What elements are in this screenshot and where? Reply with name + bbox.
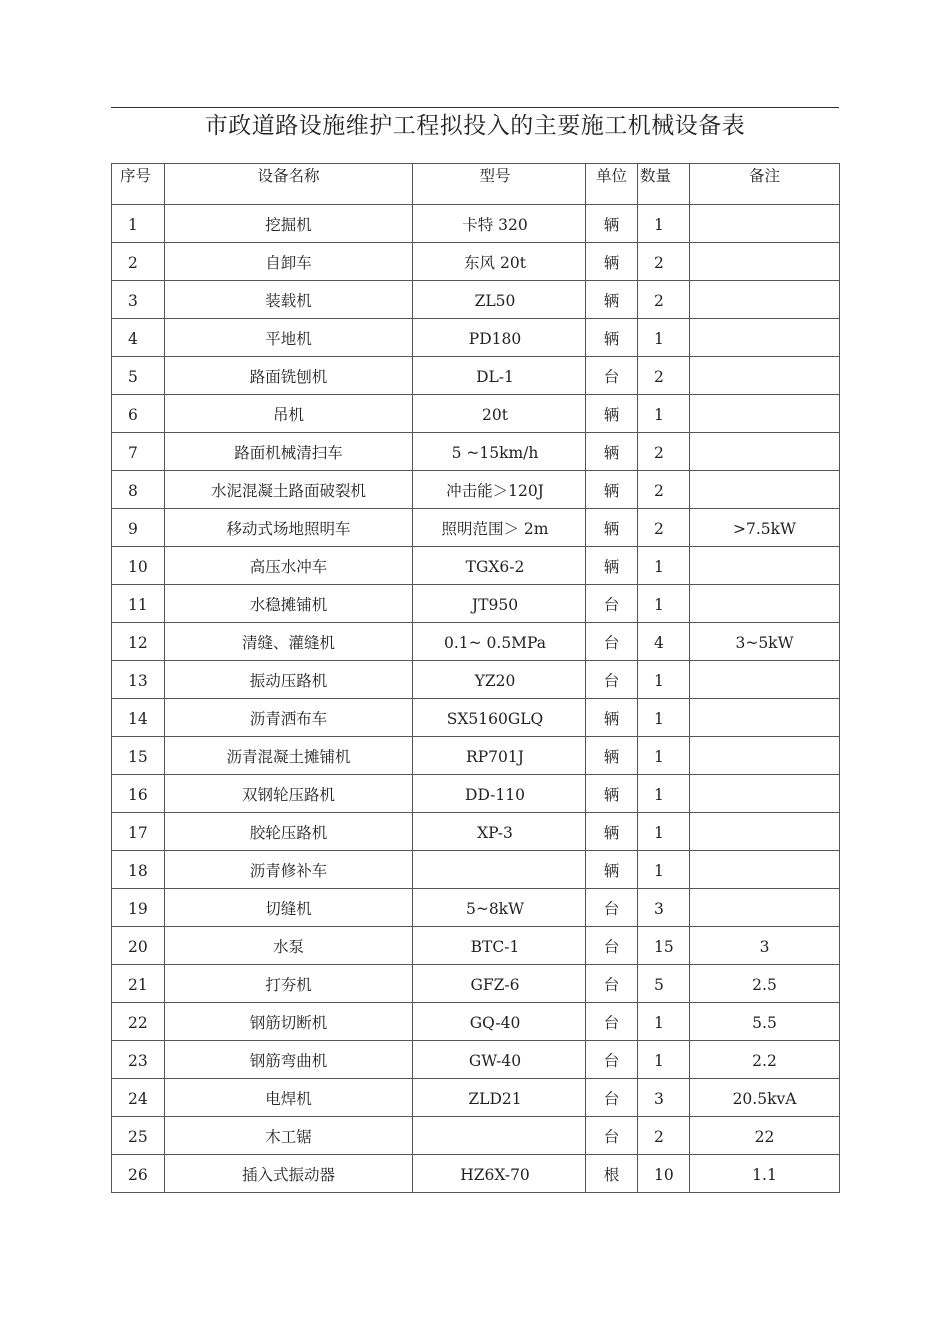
cell-name: 沥青洒布车 — [165, 699, 413, 737]
cell-note: 2.2 — [690, 1041, 840, 1079]
cell-note: 3~5kW — [690, 623, 840, 661]
cell-unit: 辆 — [586, 319, 638, 357]
cell-note — [690, 395, 840, 433]
table-row — [112, 1041, 840, 1079]
cell-model: XP-3 — [413, 813, 586, 851]
cell-qty: 1 — [638, 737, 690, 775]
cell-model: 5~8kW — [413, 889, 586, 927]
cell-note — [690, 813, 840, 851]
cell-model — [413, 851, 586, 889]
cell-qty: 1 — [638, 395, 690, 433]
cell-no: 7 — [112, 433, 165, 471]
cell-no: 13 — [112, 661, 165, 699]
cell-qty: 1 — [638, 547, 690, 585]
cell-model: 5 ~15km/h — [413, 433, 586, 471]
cell-name: 钢筋弯曲机 — [165, 1041, 413, 1079]
cell-note: >7.5kW — [690, 509, 840, 547]
cell-note — [690, 775, 840, 813]
cell-unit: 台 — [586, 1041, 638, 1079]
cell-model: DD-110 — [413, 775, 586, 813]
table-row — [112, 433, 840, 471]
cell-note: 5.5 — [690, 1003, 840, 1041]
cell-no: 1 — [112, 205, 165, 243]
table-row — [112, 889, 840, 927]
table-row — [112, 395, 840, 433]
cell-qty: 3 — [638, 889, 690, 927]
cell-unit: 辆 — [586, 699, 638, 737]
cell-name: 双钢轮压路机 — [165, 775, 413, 813]
cell-name: 平地机 — [165, 319, 413, 357]
header-no: 序号 — [112, 164, 165, 205]
cell-model: YZ20 — [413, 661, 586, 699]
cell-name: 吊机 — [165, 395, 413, 433]
cell-unit: 台 — [586, 1117, 638, 1155]
cell-qty: 15 — [638, 927, 690, 965]
table-row — [112, 1155, 840, 1193]
cell-name: 路面机械清扫车 — [165, 433, 413, 471]
cell-name: 自卸车 — [165, 243, 413, 281]
cell-no: 15 — [112, 737, 165, 775]
cell-model: 东风 20t — [413, 243, 586, 281]
cell-qty: 1 — [638, 699, 690, 737]
cell-model: 20t — [413, 395, 586, 433]
cell-unit: 辆 — [586, 509, 638, 547]
cell-no: 10 — [112, 547, 165, 585]
cell-qty: 1 — [638, 319, 690, 357]
table-row — [112, 623, 840, 661]
cell-note — [690, 243, 840, 281]
cell-model: DL-1 — [413, 357, 586, 395]
header-unit: 单位 — [586, 164, 638, 205]
cell-no: 18 — [112, 851, 165, 889]
cell-note — [690, 737, 840, 775]
cell-note — [690, 547, 840, 585]
cell-unit: 根 — [586, 1155, 638, 1193]
cell-no: 2 — [112, 243, 165, 281]
cell-name: 水稳摊铺机 — [165, 585, 413, 623]
cell-name: 移动式场地照明车 — [165, 509, 413, 547]
cell-no: 8 — [112, 471, 165, 509]
cell-name: 振动压路机 — [165, 661, 413, 699]
header-name: 设备名称 — [165, 164, 413, 205]
cell-model: 卡特 320 — [413, 205, 586, 243]
cell-model: 照明范围＞ 2m — [413, 509, 586, 547]
cell-name: 沥青修补车 — [165, 851, 413, 889]
cell-qty: 5 — [638, 965, 690, 1003]
cell-name: 打夯机 — [165, 965, 413, 1003]
cell-model: TGX6-2 — [413, 547, 586, 585]
cell-no: 6 — [112, 395, 165, 433]
cell-no: 12 — [112, 623, 165, 661]
cell-note: 1.1 — [690, 1155, 840, 1193]
cell-model — [413, 1117, 586, 1155]
cell-unit: 辆 — [586, 433, 638, 471]
cell-note — [690, 319, 840, 357]
cell-unit: 台 — [586, 927, 638, 965]
document-title: 市政道路设施维护工程拟投入的主要施工机械设备表 — [204, 113, 746, 139]
cell-qty: 1 — [638, 813, 690, 851]
cell-unit: 台 — [586, 357, 638, 395]
cell-note — [690, 205, 840, 243]
cell-no: 22 — [112, 1003, 165, 1041]
cell-qty: 1 — [638, 1041, 690, 1079]
cell-unit: 辆 — [586, 851, 638, 889]
cell-qty: 1 — [638, 1003, 690, 1041]
cell-qty: 2 — [638, 509, 690, 547]
cell-model: JT950 — [413, 585, 586, 623]
cell-name: 插入式振动器 — [165, 1155, 413, 1193]
table-row — [112, 813, 840, 851]
cell-unit: 台 — [586, 889, 638, 927]
cell-qty: 1 — [638, 585, 690, 623]
table-row — [112, 1117, 840, 1155]
cell-qty: 1 — [638, 775, 690, 813]
cell-qty: 4 — [638, 623, 690, 661]
cell-unit: 辆 — [586, 547, 638, 585]
table-row — [112, 965, 840, 1003]
cell-no: 14 — [112, 699, 165, 737]
cell-model: RP701J — [413, 737, 586, 775]
cell-note — [690, 851, 840, 889]
cell-name: 木工锯 — [165, 1117, 413, 1155]
table-row — [112, 281, 840, 319]
cell-qty: 2 — [638, 281, 690, 319]
cell-name: 电焊机 — [165, 1079, 413, 1117]
cell-note — [690, 357, 840, 395]
table-row — [112, 699, 840, 737]
cell-name: 水泥混凝土路面破裂机 — [165, 471, 413, 509]
table-row — [112, 319, 840, 357]
cell-no: 24 — [112, 1079, 165, 1117]
table-row — [112, 243, 840, 281]
cell-name: 清缝、灌缝机 — [165, 623, 413, 661]
cell-no: 26 — [112, 1155, 165, 1193]
cell-name: 水泵 — [165, 927, 413, 965]
table-row — [112, 471, 840, 509]
table-row — [112, 547, 840, 585]
cell-name: 切缝机 — [165, 889, 413, 927]
cell-note — [690, 471, 840, 509]
cell-qty: 2 — [638, 433, 690, 471]
cell-no: 3 — [112, 281, 165, 319]
cell-model: HZ6X-70 — [413, 1155, 586, 1193]
cell-no: 25 — [112, 1117, 165, 1155]
cell-qty: 1 — [638, 205, 690, 243]
table-row — [112, 1003, 840, 1041]
cell-unit: 辆 — [586, 395, 638, 433]
table-row — [112, 1079, 840, 1117]
cell-unit: 辆 — [586, 205, 638, 243]
table-row — [112, 585, 840, 623]
cell-unit: 台 — [586, 661, 638, 699]
header-note: 备注 — [690, 164, 840, 205]
cell-note: 3 — [690, 927, 840, 965]
cell-unit: 辆 — [586, 775, 638, 813]
cell-qty: 10 — [638, 1155, 690, 1193]
cell-qty: 2 — [638, 471, 690, 509]
cell-name: 钢筋切断机 — [165, 1003, 413, 1041]
cell-no: 20 — [112, 927, 165, 965]
table-row — [112, 661, 840, 699]
table-row — [112, 205, 840, 243]
cell-unit: 辆 — [586, 737, 638, 775]
cell-unit: 台 — [586, 623, 638, 661]
cell-unit: 台 — [586, 1003, 638, 1041]
cell-note — [690, 585, 840, 623]
cell-unit: 辆 — [586, 281, 638, 319]
table-row — [112, 851, 840, 889]
cell-model: GW-40 — [413, 1041, 586, 1079]
header-model: 型号 — [413, 164, 586, 205]
cell-name: 装载机 — [165, 281, 413, 319]
cell-note: 20.5kvA — [690, 1079, 840, 1117]
cell-model: PD180 — [413, 319, 586, 357]
cell-no: 19 — [112, 889, 165, 927]
cell-note — [690, 433, 840, 471]
cell-model: GQ-40 — [413, 1003, 586, 1041]
cell-model: BTC-1 — [413, 927, 586, 965]
cell-note — [690, 661, 840, 699]
cell-no: 4 — [112, 319, 165, 357]
equipment-table — [111, 163, 840, 1193]
table-row — [112, 927, 840, 965]
cell-unit: 台 — [586, 965, 638, 1003]
cell-note — [690, 889, 840, 927]
table-row — [112, 509, 840, 547]
cell-no: 23 — [112, 1041, 165, 1079]
cell-no: 11 — [112, 585, 165, 623]
cell-no: 9 — [112, 509, 165, 547]
cell-qty: 3 — [638, 1079, 690, 1117]
cell-note — [690, 699, 840, 737]
top-rule — [111, 107, 839, 108]
header-qty: 数量 — [638, 164, 690, 205]
cell-name: 路面铣刨机 — [165, 357, 413, 395]
cell-no: 16 — [112, 775, 165, 813]
cell-name: 沥青混凝土摊铺机 — [165, 737, 413, 775]
cell-no: 17 — [112, 813, 165, 851]
cell-unit: 辆 — [586, 813, 638, 851]
cell-no: 21 — [112, 965, 165, 1003]
cell-model: ZL50 — [413, 281, 586, 319]
cell-qty: 1 — [638, 661, 690, 699]
cell-unit: 辆 — [586, 471, 638, 509]
table-row — [112, 737, 840, 775]
cell-note — [690, 281, 840, 319]
cell-qty: 2 — [638, 1117, 690, 1155]
cell-qty: 2 — [638, 357, 690, 395]
cell-model: 0.1~ 0.5MPa — [413, 623, 586, 661]
table-row — [112, 775, 840, 813]
cell-unit: 台 — [586, 1079, 638, 1117]
cell-note: 2.5 — [690, 965, 840, 1003]
cell-model: ZLD21 — [413, 1079, 586, 1117]
table-body — [112, 205, 840, 1193]
cell-model: 冲击能＞120J — [413, 471, 586, 509]
cell-qty: 1 — [638, 851, 690, 889]
table-header-row — [112, 164, 840, 205]
cell-note: 22 — [690, 1117, 840, 1155]
cell-unit: 台 — [586, 585, 638, 623]
cell-qty: 2 — [638, 243, 690, 281]
cell-no: 5 — [112, 357, 165, 395]
cell-name: 胶轮压路机 — [165, 813, 413, 851]
table-row — [112, 357, 840, 395]
cell-name: 挖掘机 — [165, 205, 413, 243]
cell-name: 高压水冲车 — [165, 547, 413, 585]
cell-unit: 辆 — [586, 243, 638, 281]
cell-model: SX5160GLQ — [413, 699, 586, 737]
cell-model: GFZ-6 — [413, 965, 586, 1003]
